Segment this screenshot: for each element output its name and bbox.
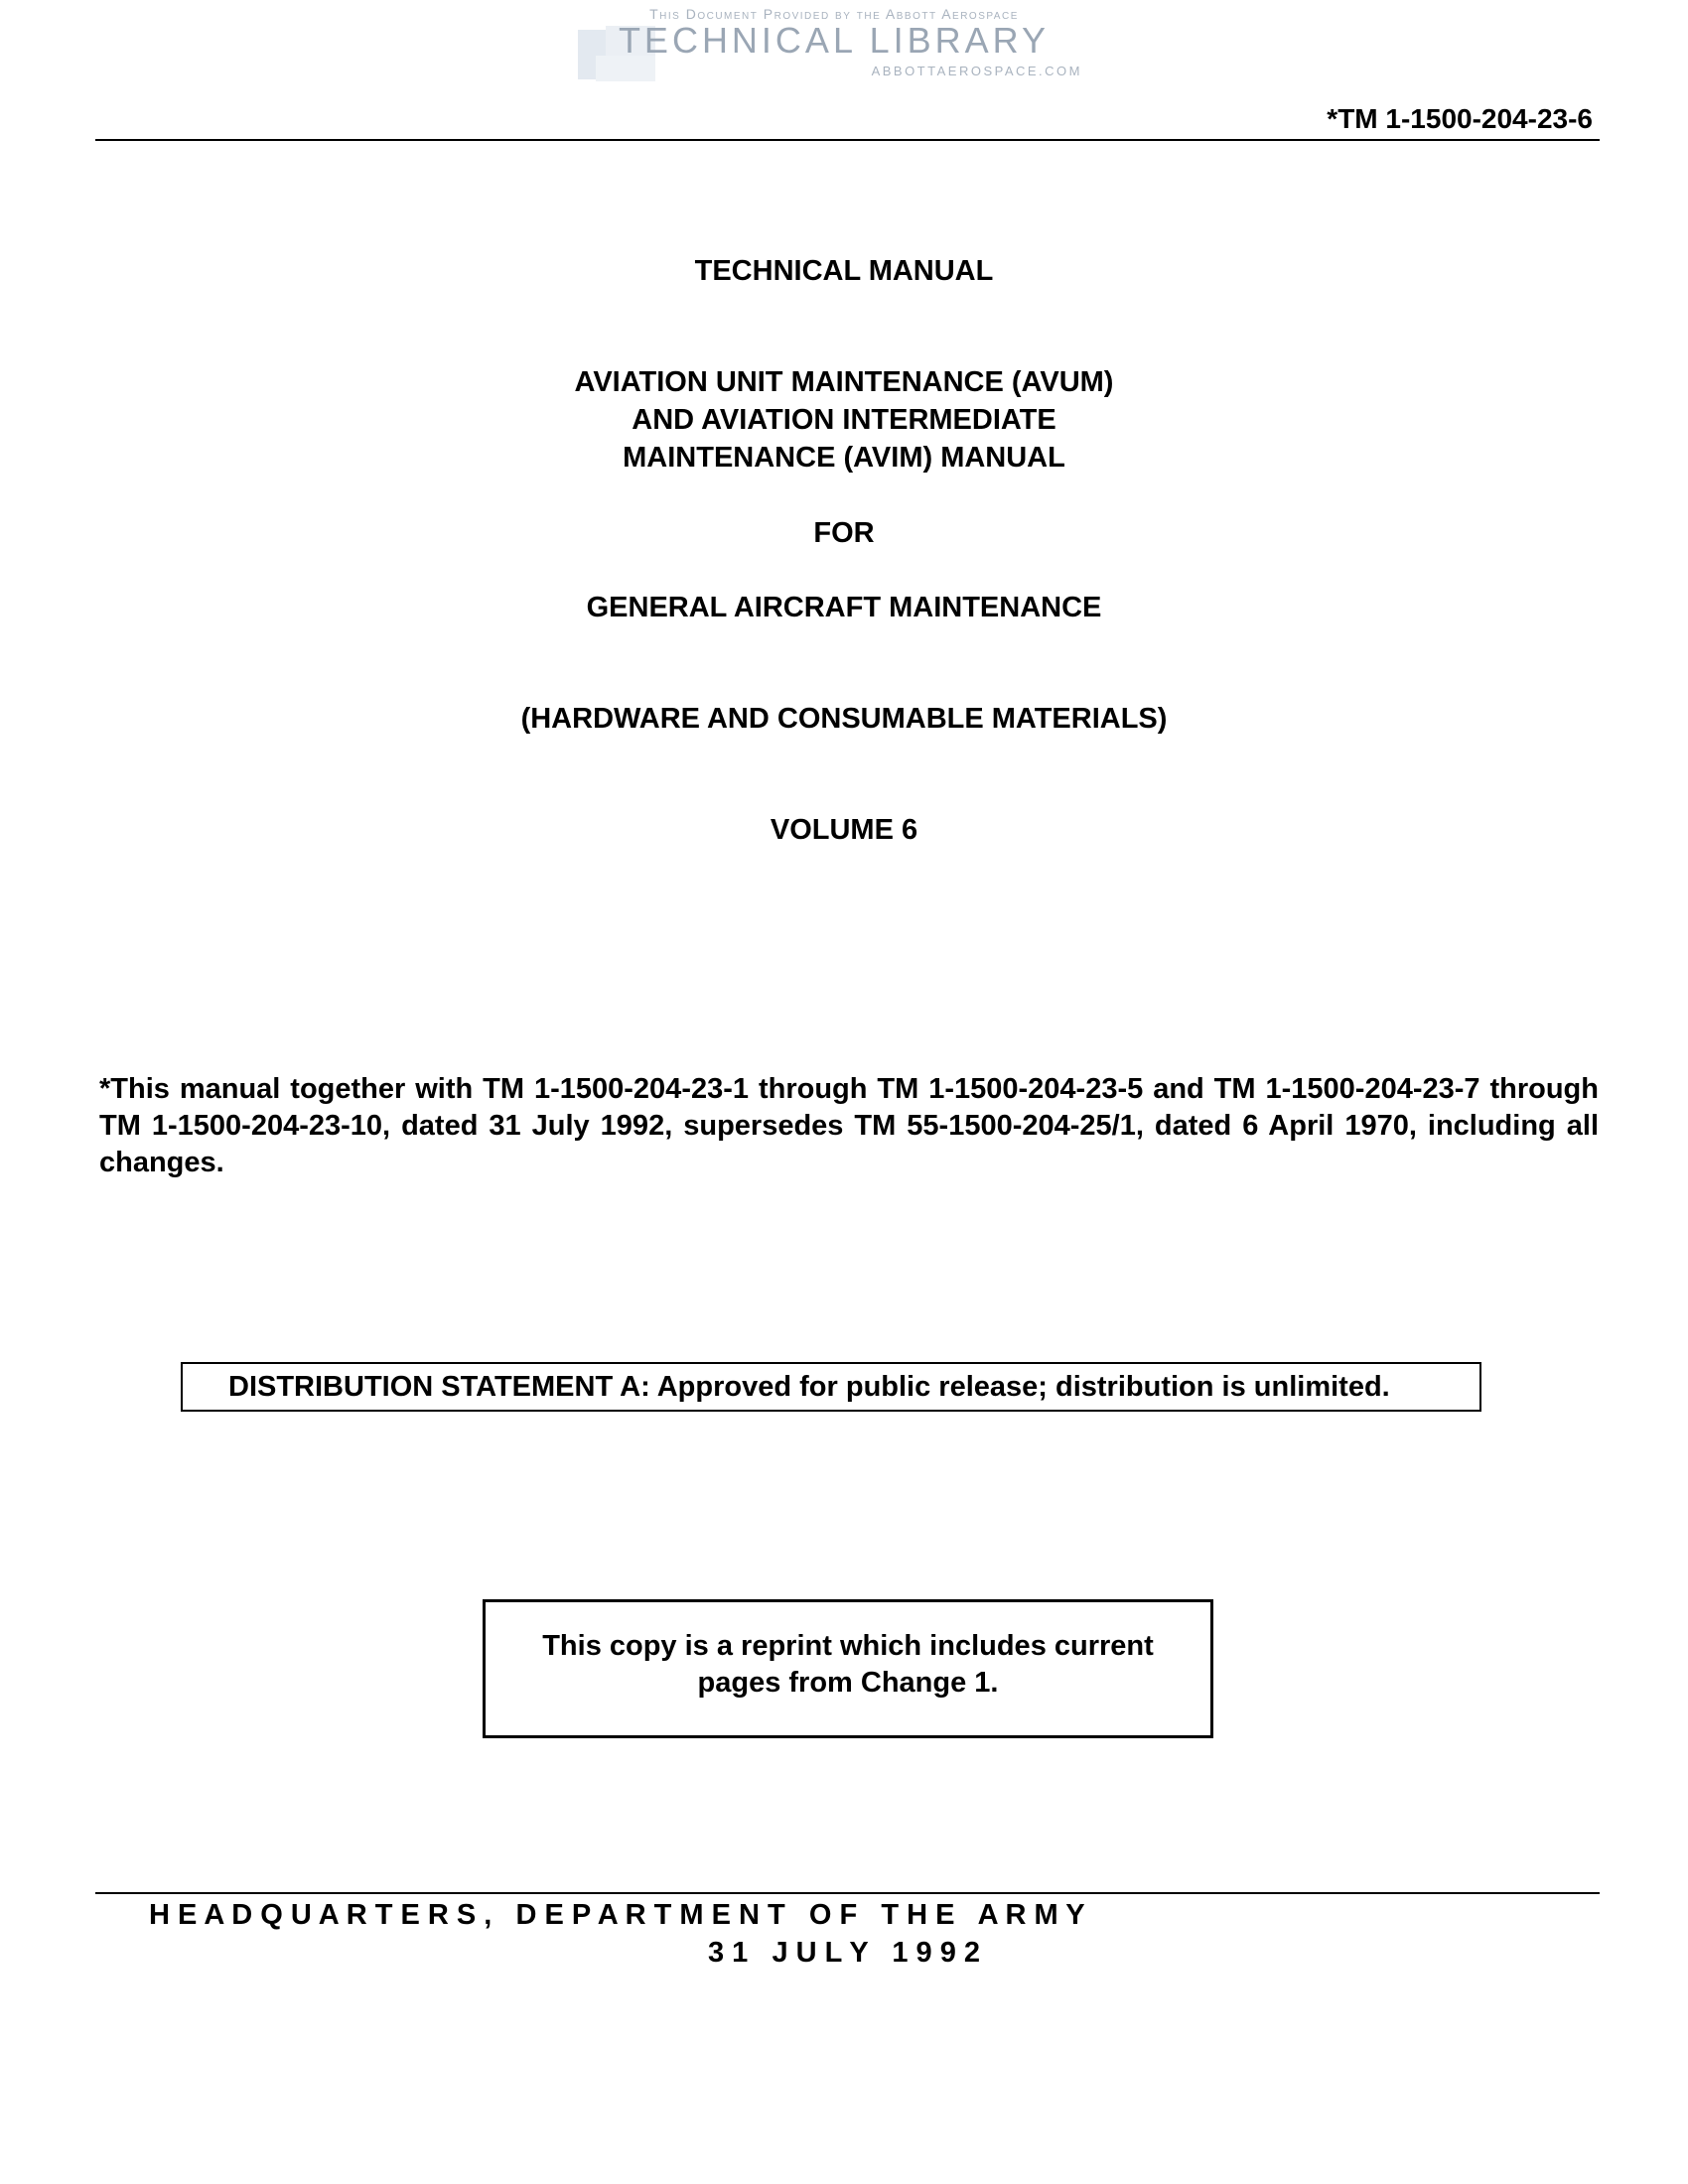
- watermark-url: ABBOTTAEROSPACE.COM: [871, 64, 1082, 78]
- for-heading: [0, 514, 1688, 552]
- footer-rule: [95, 1892, 1600, 1894]
- reprint-notice-line-2: pages from Change 1.: [697, 1667, 999, 1699]
- supersedes-note: *This manual together with TM 1-1500-204-23-1 through TM 1-1500-204-23-5 and TM 1-1500-204-23-7 through TM 1-1500-204-23-10, dated 31 July 1992, supersedes TM 55-1500-204-25/1, dated 6 April 1970, including all changes.: [99, 1073, 1599, 1178]
- header-rule: [95, 139, 1600, 141]
- reprint-notice-line-1: This copy is a reprint which includes current: [542, 1630, 1154, 1662]
- watermark-top-text: This Document Provided by the Abbott Aerospace: [649, 6, 1019, 22]
- scope-heading: [0, 700, 1688, 738]
- publication-date: 3 1 J U L Y 1 9 9 2: [707, 1937, 981, 1969]
- manual-title-line-2: AND AVIATION INTERMEDIATE: [632, 404, 1056, 436]
- manual-title-line-1: AVIATION UNIT MAINTENANCE (AVUM): [574, 366, 1114, 398]
- document-number: *TM 1-1500-204-23-6: [1327, 103, 1593, 134]
- manual-type-label: TECHNICAL MANUAL: [694, 255, 994, 287]
- subject-heading: [0, 589, 1688, 626]
- watermark-title: TECHNICAL LIBRARY: [618, 20, 1051, 61]
- abbott-watermark: [566, 6, 1102, 83]
- manual-type-heading: [0, 252, 1688, 290]
- manual-title: [0, 363, 1688, 477]
- subject-label: GENERAL AIRCRAFT MAINTENANCE: [586, 592, 1102, 623]
- issuing-authority: H E A D Q U A R T E R S , D E P A R T M E N T O F T H E A R M Y: [149, 1899, 1085, 1931]
- distribution-statement: DISTRIBUTION STATEMENT A: Approved for public release; distribution is unlimited.: [181, 1362, 1481, 1412]
- for-label: FOR: [813, 517, 875, 549]
- volume-heading: [0, 811, 1688, 849]
- volume-label: VOLUME 6: [770, 814, 918, 846]
- reprint-notice: [483, 1599, 1213, 1738]
- manual-title-line-3: MAINTENANCE (AVIM) MANUAL: [623, 442, 1065, 474]
- scope-label: (HARDWARE AND CONSUMABLE MATERIALS): [520, 703, 1168, 735]
